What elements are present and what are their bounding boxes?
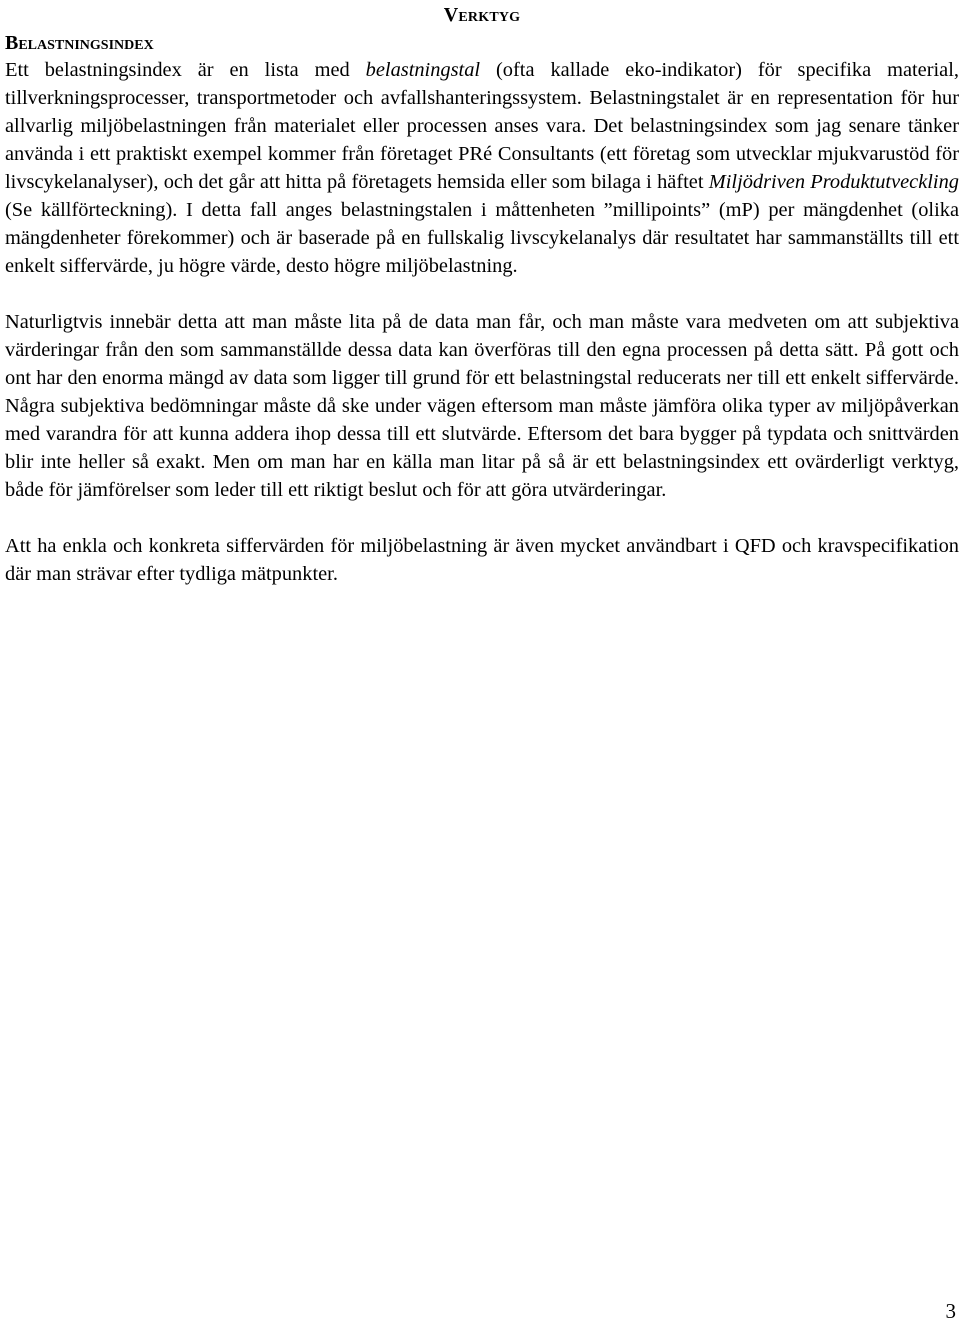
paragraph-2: Naturligtvis innebär detta att man måste lita på de data man får, och man måste vara medveten om att subjektiva värderingar från den som sammanställde dessa data kan överföras till den egna processen på detta sätt. På gott och ont har den enorma mängd av data som ligger till grund för ett belastningstal reducerats ner till ett enkelt siffervärde. Några subjektiva bedömningar måste då ske under vägen eftersom man måste jämföra olika typer av miljöpåverkan med varandra för att kunna addera ihop dessa till ett slutvärde. Eftersom det bara bygger på typdata och snittvärden blir inte heller så exakt. Men om man har en källa man litar på så är ett belastningsindex ett ovärderligt verktyg, både för jämförelser som leder till ett riktigt beslut och för att göra utvärderingar. [5,311,959,501]
paragraph-1-text-c: (Se källförteckning). I detta fall anges belastningstalen i måttenheten ”millipoints” (mP) per mängdenhet (olika mängdenheter förekommer) och är baserade på en fullskalig livscykelanalys där resultatet har sammanställts till ett enkelt siffervärde, ju högre värde, desto högre miljöbelastning. [5,199,959,277]
document-page [5,0,959,588]
paragraph-1-italic-term: belastningstal [365,59,481,81]
page-number: 3 [945,1299,956,1323]
paragraph-1 [5,56,959,280]
page-title: Verktyg [443,4,521,26]
paragraph-1-text-b: (ofta kallade eko-indikator) för specifika material, tillverkningsprocesser, transportmetoder och avfallshanteringssystem. Belastningstalet är en representation för hur allvarlig miljöbelastningen från materialet eller processen anses vara. Det belastningsindex som jag senare tänker använda i ett praktiskt exempel kommer från företaget PRé Consultants (ett företag som utvecklar mjukvarustöd för livscykelanalyser), och det går att hitta på företagets hemsida eller som bilaga i häftet [5,59,959,193]
section-heading: Belastningsindex [5,32,154,54]
paragraph-1-text-a: Ett belastningsindex är en lista med [5,59,366,81]
paragraph-3: Att ha enkla och konkreta siffervärden för miljöbelastning är även mycket användbart i QFD och kravspecifikation där man strävar efter tydliga mätpunkter. [5,535,959,585]
paragraph-1-italic-title: Miljödriven Produktutveckling [708,171,959,193]
